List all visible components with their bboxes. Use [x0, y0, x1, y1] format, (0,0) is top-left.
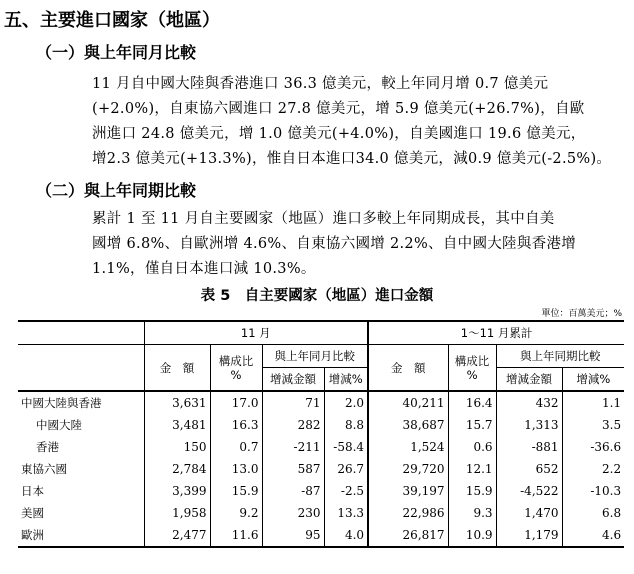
- row-label: 歐洲: [18, 524, 144, 547]
- table-cell: 71: [262, 391, 324, 414]
- table-cell: 4.0: [324, 524, 368, 547]
- table-cell: 17.0: [210, 391, 262, 414]
- table-cell: 3.5: [562, 414, 624, 436]
- table-cell: 40,211: [368, 391, 448, 414]
- paragraph-line: 國增 6.8%、自歐洲增 4.6%、自東協六國增 2.2%、自中國大陸與香港增: [92, 236, 577, 252]
- row-label: 香港: [36, 440, 59, 454]
- table-cell: 2.0: [324, 391, 368, 414]
- table-cell: -10.3: [562, 480, 624, 502]
- table-cell: 0.7: [210, 436, 262, 458]
- header-change-pct: 增減%: [324, 368, 368, 392]
- table-cell: -58.4: [324, 436, 368, 458]
- table-cell: 4.6: [562, 524, 624, 547]
- table-cell: 2,477: [144, 524, 210, 547]
- header-share: [210, 345, 262, 392]
- table-cell: 38,687: [368, 414, 448, 436]
- table-cell: 1,313: [496, 414, 562, 436]
- table-row: [18, 414, 624, 436]
- table-cell: 12.1: [448, 458, 496, 480]
- row-label: 日本: [21, 484, 44, 498]
- table-cell: 9.2: [210, 502, 262, 524]
- section-title: 五、主要進口國家（地區）: [4, 10, 220, 31]
- table-cell: 9.3: [448, 502, 496, 524]
- row-label: 中國大陸: [36, 418, 82, 432]
- table-cell: -36.6: [562, 436, 624, 458]
- row-label: 東協六國: [21, 462, 67, 476]
- header-share-cum: [448, 345, 496, 392]
- table-row: [18, 480, 624, 502]
- import-table: [18, 320, 624, 548]
- table-cell: 3,631: [144, 391, 210, 414]
- table-cell: 432: [496, 391, 562, 414]
- header-change-amount-cum: 增減金額: [496, 368, 562, 392]
- header-blank: [18, 345, 144, 392]
- table-cell: 16.4: [448, 391, 496, 414]
- header-change-amount: 增減金額: [262, 368, 324, 392]
- table-cell: 2.2: [562, 458, 624, 480]
- subsection-heading-cumulative: （二）與上年同期比較: [36, 181, 197, 200]
- table-cell: 230: [262, 502, 324, 524]
- table-cell: 8.8: [324, 414, 368, 436]
- table-cell: 282: [262, 414, 324, 436]
- table-cell: 3,399: [144, 480, 210, 502]
- table-cell: 2,784: [144, 458, 210, 480]
- table-cell: -87: [262, 480, 324, 502]
- table-cell: 15.7: [448, 414, 496, 436]
- paragraph-monthly: [92, 72, 624, 172]
- table-cell: 1.1: [562, 391, 624, 414]
- table-cell: 1,470: [496, 502, 562, 524]
- table-cell: 0.6: [448, 436, 496, 458]
- header-share-label: 構成比: [218, 353, 254, 368]
- table-cell: -2.5: [324, 480, 368, 502]
- row-label: 美國: [21, 506, 44, 520]
- table-cell: 15.9: [210, 480, 262, 502]
- table-cell: 29,720: [368, 458, 448, 480]
- table-row: [18, 524, 624, 547]
- table-cell: -4,522: [496, 480, 562, 502]
- paragraph-line: 洲進口 24.8 億美元，增 1.0 億美元(+4.0%)，自美國進口 19.6 億美元，: [92, 126, 586, 142]
- table-row: [18, 458, 624, 480]
- table-row: [18, 436, 624, 458]
- table-cell: 95: [262, 524, 324, 547]
- paragraph-cumulative: [92, 207, 624, 282]
- table-cell: 6.8: [562, 502, 624, 524]
- header-share-unit: %: [466, 367, 478, 382]
- table-cell: 11.6: [210, 524, 262, 547]
- table-cell: 3,481: [144, 414, 210, 436]
- header-cumulative: 1～11 月累計: [368, 321, 624, 345]
- header-compare-cum: 與上年同期比較: [496, 345, 624, 368]
- table-cell: 587: [262, 458, 324, 480]
- paragraph-line: (+2.0%)，自東協六國進口 27.8 億美元，增 5.9 億美元(+26.7%)，自歐: [92, 101, 585, 117]
- header-share-unit: %: [230, 367, 242, 382]
- table-cell: 13.3: [324, 502, 368, 524]
- table-cell: 1,179: [496, 524, 562, 547]
- header-blank: [18, 321, 144, 345]
- row-label: 中國大陸與香港: [21, 396, 102, 410]
- table-row: [18, 502, 624, 524]
- table-cell: 22,986: [368, 502, 448, 524]
- table-cell: 1,958: [144, 502, 210, 524]
- unit-note: 單位：百萬美元；%: [541, 309, 622, 319]
- table-cell: 13.0: [210, 458, 262, 480]
- table-cell: 26,817: [368, 524, 448, 547]
- table-cell: 10.9: [448, 524, 496, 547]
- paragraph-line: 增2.3 億美元(+13.3%)，惟自日本進口34.0 億美元，減0.9 億美元(-2.5%)。: [92, 151, 612, 167]
- table-title: 表 5 自主要國家（地區）進口金額: [200, 288, 434, 304]
- subsection-heading-monthly: （一）與上年同月比較: [36, 43, 197, 62]
- header-share-label: 構成比: [454, 353, 490, 368]
- table-cell: 16.3: [210, 414, 262, 436]
- paragraph-line: 1.1%，僅自日本進口減 10.3%。: [92, 261, 316, 277]
- header-amount-cum: 金 額: [368, 345, 448, 392]
- table-row: [18, 391, 624, 414]
- header-compare: 與上年同月比較: [262, 345, 368, 368]
- table-cell: 15.9: [448, 480, 496, 502]
- table-cell: -881: [496, 436, 562, 458]
- header-month: 11 月: [144, 321, 368, 345]
- table-cell: 150: [144, 436, 210, 458]
- table-cell: 26.7: [324, 458, 368, 480]
- paragraph-line: 11 月自中國大陸與香港進口 36.3 億美元，較上年同月增 0.7 億美元: [92, 76, 549, 92]
- header-amount: 金 額: [144, 345, 210, 392]
- table-cell: -211: [262, 436, 324, 458]
- table-cell: 652: [496, 458, 562, 480]
- paragraph-line: 累計 1 至 11 月自主要國家（地區）進口多較上年同期成長，其中自美: [92, 211, 555, 227]
- table-cell: 1,524: [368, 436, 448, 458]
- table-cell: 39,197: [368, 480, 448, 502]
- header-change-pct-cum: 增減%: [562, 368, 624, 392]
